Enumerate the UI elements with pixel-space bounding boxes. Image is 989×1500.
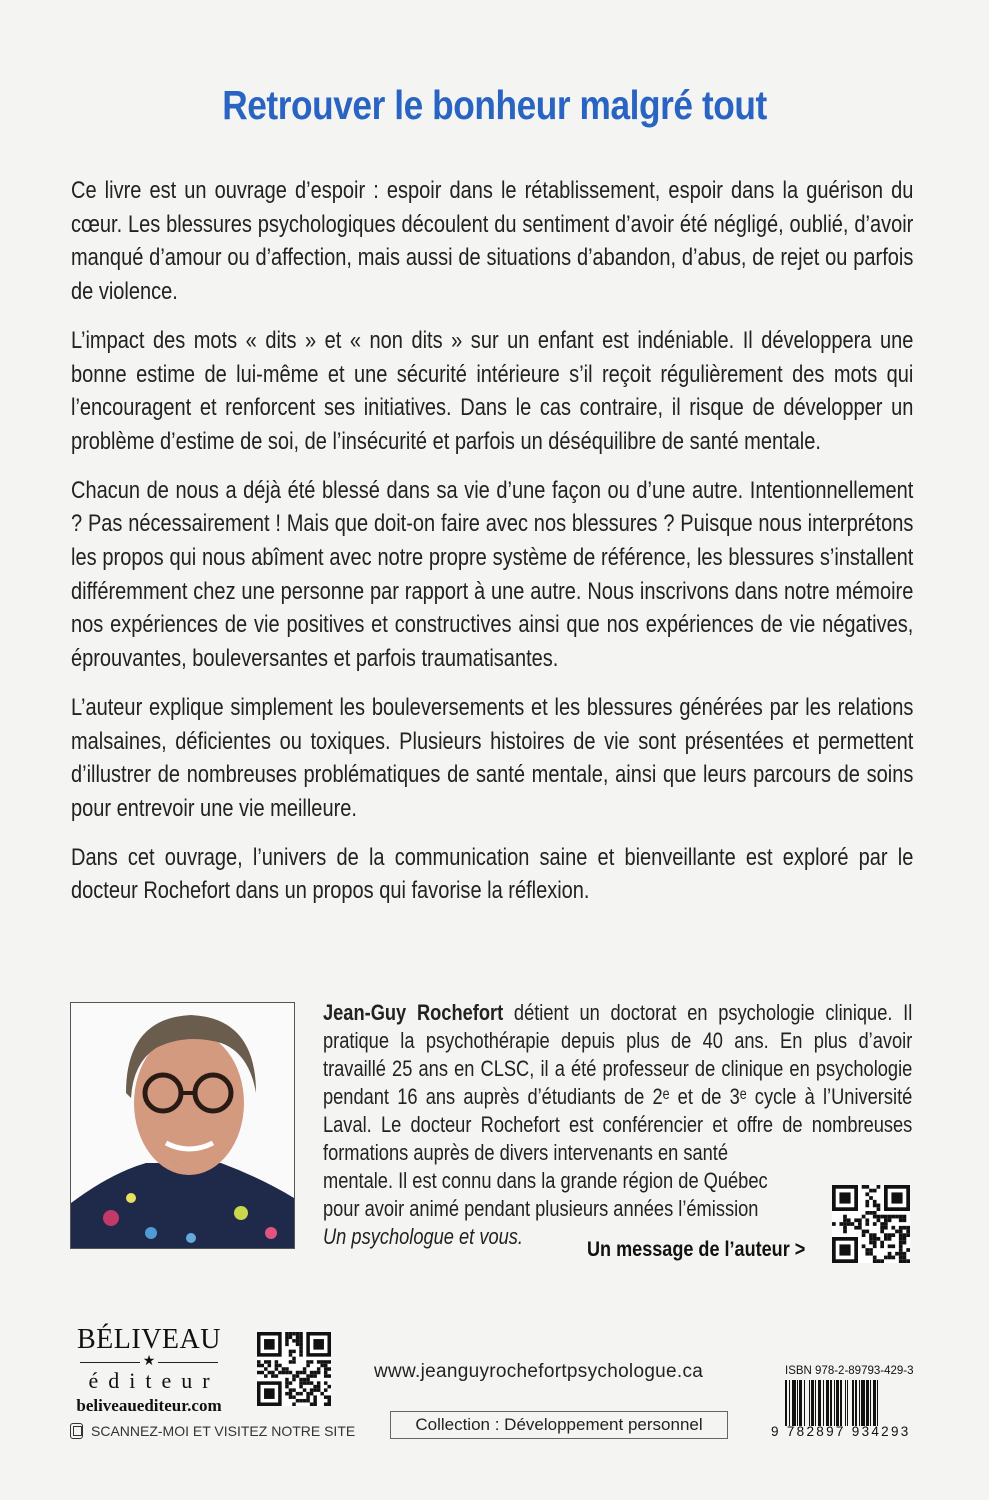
author-bio	[323, 999, 911, 1251]
publisher-divider	[68, 1355, 230, 1369]
publisher-website[interactable]: beliveauediteur.com	[76, 1396, 222, 1415]
qr-module	[903, 1233, 907, 1237]
qr-module	[877, 1259, 881, 1263]
qr-finder	[891, 1192, 902, 1203]
qr-module	[285, 1392, 289, 1396]
author-bio-line-b: pour avoir animé pendant plusieurs années l’émission	[323, 1196, 759, 1221]
qr-module	[903, 1226, 907, 1230]
qr-module	[862, 1230, 866, 1234]
qr-module	[310, 1371, 314, 1375]
qr-module	[877, 1218, 881, 1222]
qr-module	[324, 1381, 328, 1385]
qr-module	[299, 1381, 303, 1385]
qr-module	[884, 1215, 888, 1219]
qr-module	[313, 1371, 317, 1375]
qr-module	[880, 1259, 884, 1263]
qr-module	[324, 1388, 328, 1392]
qr-module	[899, 1256, 903, 1260]
qr-module	[289, 1332, 293, 1336]
qr-module	[299, 1336, 303, 1340]
qr-module	[903, 1252, 907, 1256]
qr-module	[899, 1226, 903, 1230]
qr-module	[296, 1392, 300, 1396]
qr-module	[888, 1256, 892, 1260]
qr-module	[869, 1196, 873, 1200]
qr-module	[899, 1252, 903, 1256]
qr-module	[880, 1241, 884, 1245]
qr-module	[292, 1360, 296, 1364]
phone-icon	[70, 1423, 83, 1439]
qr-module	[899, 1241, 903, 1245]
qr-module	[296, 1332, 300, 1336]
qr-module	[899, 1233, 903, 1237]
qr-module	[884, 1226, 888, 1230]
qr-module	[865, 1185, 869, 1189]
qr-module	[906, 1226, 910, 1230]
qr-module	[873, 1241, 877, 1245]
qr-module	[264, 1367, 268, 1371]
qr-module	[858, 1226, 862, 1230]
qr-module	[285, 1339, 289, 1343]
qr-module	[891, 1256, 895, 1260]
qr-module	[271, 1371, 275, 1375]
qr-module	[906, 1259, 910, 1263]
qr-module	[310, 1360, 314, 1364]
qr-module	[317, 1385, 321, 1389]
qr-module	[877, 1237, 881, 1241]
qr-finder	[313, 1339, 324, 1350]
qr-module	[877, 1207, 881, 1211]
qr-module	[899, 1215, 903, 1219]
qr-module	[257, 1364, 261, 1368]
qr-module	[289, 1350, 293, 1354]
ean-digits: 9 782897 934293	[771, 1424, 911, 1439]
qr-module	[869, 1241, 873, 1245]
qr-module	[299, 1385, 303, 1389]
qr-module	[327, 1399, 331, 1403]
qr-module	[906, 1230, 910, 1234]
qr-module	[299, 1371, 303, 1375]
qr-module	[324, 1371, 328, 1375]
qr-module	[884, 1237, 888, 1241]
qr-module	[320, 1360, 324, 1364]
qr-module	[303, 1388, 307, 1392]
qr-module	[888, 1233, 892, 1237]
qr-module	[289, 1388, 293, 1392]
qr-module	[891, 1215, 895, 1219]
qr-module	[292, 1357, 296, 1361]
qr-module	[899, 1244, 903, 1248]
qr-module	[313, 1388, 317, 1392]
author-portrait-illustration	[71, 1003, 294, 1248]
qr-module	[310, 1388, 314, 1392]
publisher-qr-code[interactable]	[257, 1332, 331, 1406]
qr-module	[285, 1381, 289, 1385]
qr-module	[320, 1392, 324, 1396]
qr-module	[289, 1336, 293, 1340]
qr-module	[877, 1185, 881, 1189]
qr-module	[257, 1360, 261, 1364]
qr-module	[869, 1237, 873, 1241]
qr-module	[906, 1233, 910, 1237]
qr-module	[903, 1256, 907, 1260]
qr-module	[865, 1192, 869, 1196]
show-title: Un psychologue et vous.	[323, 1224, 523, 1249]
qr-module	[865, 1230, 869, 1234]
qr-module	[292, 1332, 296, 1336]
qr-module	[306, 1399, 310, 1403]
qr-module	[884, 1256, 888, 1260]
qr-module	[327, 1360, 331, 1364]
qr-module	[271, 1374, 275, 1378]
qr-module	[880, 1226, 884, 1230]
qr-module	[310, 1374, 314, 1378]
qr-module	[327, 1395, 331, 1399]
qr-module	[903, 1259, 907, 1263]
qr-module	[873, 1233, 877, 1237]
qr-module	[275, 1367, 279, 1371]
qr-module	[285, 1332, 289, 1336]
qr-module	[296, 1374, 300, 1378]
qr-module	[306, 1381, 310, 1385]
qr-module	[903, 1218, 907, 1222]
qr-module	[289, 1360, 293, 1364]
publisher-name: BÉLIVEAU	[77, 1324, 221, 1355]
qr-module	[884, 1218, 888, 1222]
qr-module	[873, 1211, 877, 1215]
qr-module	[299, 1378, 303, 1382]
collection-label: Collection : Développement personnel	[390, 1411, 728, 1439]
qr-module	[306, 1360, 310, 1364]
qr-module	[299, 1350, 303, 1354]
qr-module	[884, 1222, 888, 1226]
qr-module	[324, 1374, 328, 1378]
qr-module	[278, 1364, 282, 1368]
qr-module	[847, 1218, 851, 1222]
qr-module	[299, 1346, 303, 1350]
author-bio-main: détient un doctorat en psychologie clinique. Il pratique la psychothérapie depuis plus de 40 ans. En plus d’avoir travaillé 25 ans en CLSC, il a été professeur de clinique en psychologie pendant 16 ans auprès d’étudiants de 2ᵉ et de 3ᵉ cycle à l’Université Laval. Le docteur Rochefort est conférencier et offre de nombreuses formations auprès de divers intervenants en santé	[323, 1000, 913, 1165]
qr-module	[261, 1364, 265, 1368]
qr-module	[862, 1215, 866, 1219]
qr-module	[324, 1364, 328, 1368]
paragraph-1: Ce livre est un ouvrage d’espoir : espoir dans le rétablissement, espoir dans la guérison du cœur. Les blessures psychologiques découlent du sentiment d’avoir été négligé, oublié, d’avoir manqué d’amour ou d’affection, mais aussi de situations d’abandon, d’abus, de rejet ou parfois de violence.	[71, 177, 914, 306]
qr-module	[296, 1339, 300, 1343]
qr-module	[317, 1371, 321, 1375]
qr-module	[313, 1395, 317, 1399]
blurb-text	[71, 174, 913, 923]
qr-module	[877, 1204, 881, 1208]
qr-module	[880, 1230, 884, 1234]
qr-module	[285, 1343, 289, 1347]
qr-module	[880, 1222, 884, 1226]
qr-module	[895, 1230, 899, 1234]
qr-module	[858, 1218, 862, 1222]
qr-finder	[839, 1244, 850, 1255]
qr-finder	[839, 1192, 850, 1203]
barcode-bar	[878, 1380, 880, 1426]
qr-module	[839, 1222, 843, 1226]
publisher-subtitle: éditeur	[88, 1368, 220, 1393]
qr-module	[869, 1189, 873, 1193]
qr-module	[282, 1367, 286, 1371]
qr-module	[873, 1237, 877, 1241]
qr-module	[869, 1248, 873, 1252]
qr-module	[880, 1244, 884, 1248]
qr-module	[313, 1399, 317, 1403]
qr-module	[888, 1252, 892, 1256]
qr-module	[296, 1399, 300, 1403]
qr-module	[299, 1332, 303, 1336]
qr-module	[324, 1402, 328, 1406]
qr-module	[865, 1204, 869, 1208]
qr-module	[873, 1256, 877, 1260]
qr-module	[862, 1244, 866, 1248]
qr-finder	[264, 1388, 275, 1399]
qr-module	[313, 1385, 317, 1389]
qr-module	[289, 1392, 293, 1396]
qr-module	[285, 1378, 289, 1382]
qr-module	[299, 1343, 303, 1347]
qr-code-icon	[832, 1185, 910, 1263]
qr-module	[285, 1367, 289, 1371]
qr-module	[306, 1392, 310, 1396]
paragraph-5: Dans cet ouvrage, l’univers de la communication saine et bienveillante est exploré par le docteur Rochefort dans un propos qui favorise la réflexion.	[71, 843, 914, 905]
qr-module	[303, 1371, 307, 1375]
qr-module	[303, 1367, 307, 1371]
qr-module	[884, 1233, 888, 1237]
qr-code-icon	[257, 1332, 331, 1406]
qr-module	[854, 1226, 858, 1230]
qr-module	[292, 1388, 296, 1392]
scan-prompt	[70, 1423, 355, 1439]
qr-module	[877, 1215, 881, 1219]
qr-module	[317, 1360, 321, 1364]
qr-module	[847, 1222, 851, 1226]
author-bio-line-a: mentale. Il est connu dans la grande région de Québec	[323, 1168, 768, 1193]
qr-module	[317, 1367, 321, 1371]
qr-module	[888, 1215, 892, 1219]
qr-module	[843, 1222, 847, 1226]
qr-module	[292, 1339, 296, 1343]
paragraph-4: L’auteur explique simplement les bouleversements et les blessures générées par les relations malsaines, déficientes ou toxiques. Plusieurs histoires de vie sont présentées et permettent d’illustrer de nombreuses problématiques de santé mentale, ainsi que leurs parcours de soins pour entrevoir une vie meilleure.	[71, 693, 914, 822]
qr-module	[869, 1252, 873, 1256]
divider-line	[158, 1362, 218, 1363]
qr-module	[843, 1230, 847, 1234]
qr-module	[310, 1381, 314, 1385]
paragraph-3: Chacun de nous a déjà été blessé dans sa vie d’une façon ou d’une autre. Intentionnellement ? Pas nécessairement ! Mais que doit-on faire avec nos blessures ? Puisque nous interprétons les propos qui nous abîment avec notre propre système de référence, les blessures s’installent différemment chez une personne par rapport à une autre. Nous inscrivons dans notre mémoire nos expériences de vie positives et constructives ainsi que nos expériences de vie négatives, éprouvantes, bouleversantes et parfois traumatisantes.	[71, 476, 914, 673]
qr-module	[320, 1364, 324, 1368]
qr-module	[292, 1374, 296, 1378]
qr-module	[303, 1381, 307, 1385]
qr-module	[843, 1218, 847, 1222]
divider-line	[80, 1362, 140, 1363]
qr-module	[292, 1402, 296, 1406]
qr-module	[289, 1371, 293, 1375]
qr-module	[843, 1226, 847, 1230]
qr-module	[299, 1392, 303, 1396]
qr-module	[324, 1360, 328, 1364]
qr-module	[257, 1371, 261, 1375]
author-bio-text	[323, 999, 912, 1251]
qr-module	[303, 1399, 307, 1403]
author-photo	[70, 1002, 295, 1249]
qr-module	[832, 1222, 836, 1226]
qr-module	[292, 1395, 296, 1399]
author-name: Jean-Guy Rochefort	[323, 1000, 504, 1025]
author-website[interactable]: www.jeanguyrochefortpsychologue.ca	[374, 1361, 704, 1382]
qr-module	[869, 1211, 873, 1215]
qr-module	[899, 1237, 903, 1241]
qr-module	[324, 1395, 328, 1399]
qr-module	[880, 1215, 884, 1219]
qr-finder	[264, 1339, 275, 1350]
qr-module	[865, 1218, 869, 1222]
qr-module	[306, 1374, 310, 1378]
qr-module	[899, 1230, 903, 1234]
qr-module	[891, 1233, 895, 1237]
qr-module	[851, 1222, 855, 1226]
qr-module	[264, 1374, 268, 1378]
star-icon: ★	[142, 1354, 156, 1369]
qr-module	[865, 1200, 869, 1204]
qr-module	[268, 1371, 272, 1375]
qr-module	[895, 1252, 899, 1256]
qr-module	[873, 1200, 877, 1204]
qr-module	[899, 1259, 903, 1263]
qr-module	[888, 1237, 892, 1241]
qr-module	[299, 1339, 303, 1343]
qr-module	[310, 1402, 314, 1406]
qr-module	[843, 1215, 847, 1219]
qr-module	[327, 1374, 331, 1378]
qr-module	[275, 1374, 279, 1378]
qr-module	[296, 1371, 300, 1375]
qr-module	[268, 1360, 272, 1364]
qr-module	[865, 1222, 869, 1226]
qr-module	[327, 1402, 331, 1406]
qr-module	[899, 1248, 903, 1252]
qr-module	[906, 1248, 910, 1252]
qr-module	[327, 1367, 331, 1371]
qr-module	[289, 1381, 293, 1385]
qr-module	[858, 1222, 862, 1226]
qr-module	[313, 1374, 317, 1378]
qr-module	[873, 1222, 877, 1226]
qr-module	[327, 1385, 331, 1389]
qr-module	[306, 1364, 310, 1368]
qr-module	[895, 1215, 899, 1219]
qr-module	[278, 1371, 282, 1375]
qr-module	[903, 1215, 907, 1219]
qr-module	[865, 1248, 869, 1252]
qr-module	[268, 1364, 272, 1368]
qr-module	[862, 1185, 866, 1189]
qr-module	[873, 1204, 877, 1208]
qr-module	[285, 1371, 289, 1375]
publisher-logo	[68, 1325, 230, 1417]
qr-module	[310, 1392, 314, 1396]
qr-module	[285, 1385, 289, 1389]
qr-module	[313, 1402, 317, 1406]
paragraph-2: L’impact des mots « dits » et « non dits » sur un enfant est indéniable. Il développera une bonne estime de lui-même et une sécurité intérieure s’il reçoit régulièrement des mots qui l’encouragent et renforcent ses initiatives. Dans le cas contraire, il risque de développer un problème d’estime de soi, de l’insécurité et parfois un déséquilibre de santé mentale.	[71, 326, 914, 455]
qr-module	[292, 1378, 296, 1382]
qr-module	[862, 1233, 866, 1237]
qr-module	[299, 1399, 303, 1403]
qr-module	[275, 1360, 279, 1364]
qr-module	[888, 1244, 892, 1248]
qr-module	[903, 1237, 907, 1241]
author-qr-code[interactable]	[832, 1185, 910, 1263]
qr-module	[306, 1395, 310, 1399]
qr-module	[306, 1378, 310, 1382]
qr-module	[317, 1388, 321, 1392]
qr-module	[299, 1353, 303, 1357]
qr-module	[324, 1367, 328, 1371]
barcode	[785, 1380, 910, 1426]
qr-module	[873, 1259, 877, 1263]
qr-module	[264, 1360, 268, 1364]
qr-module	[854, 1218, 858, 1222]
scan-text: SCANNEZ-MOI ET VISITEZ NOTRE SITE	[91, 1423, 356, 1439]
qr-module	[289, 1353, 293, 1357]
qr-module	[891, 1244, 895, 1248]
qr-module	[282, 1371, 286, 1375]
qr-module	[865, 1211, 869, 1215]
qr-module	[296, 1336, 300, 1340]
qr-module	[873, 1244, 877, 1248]
qr-module	[903, 1241, 907, 1245]
qr-module	[285, 1336, 289, 1340]
qr-module	[869, 1233, 873, 1237]
qr-module	[261, 1371, 265, 1375]
author-message-link[interactable]: Un message de l’auteur >	[587, 1238, 806, 1261]
qr-module	[317, 1381, 321, 1385]
qr-module	[289, 1395, 293, 1399]
book-title: Retrouver le bonheur malgré tout	[222, 82, 767, 128]
qr-module	[873, 1189, 877, 1193]
qr-module	[275, 1364, 279, 1368]
qr-module	[899, 1218, 903, 1222]
qr-module	[292, 1350, 296, 1354]
isbn-label: ISBN 978-2-89793-429-3	[785, 1365, 914, 1377]
qr-module	[296, 1343, 300, 1347]
blurb	[71, 174, 913, 923]
qr-module	[891, 1226, 895, 1230]
qr-module	[865, 1252, 869, 1256]
qr-module	[303, 1378, 307, 1382]
qr-module	[888, 1218, 892, 1222]
qr-module	[873, 1215, 877, 1219]
